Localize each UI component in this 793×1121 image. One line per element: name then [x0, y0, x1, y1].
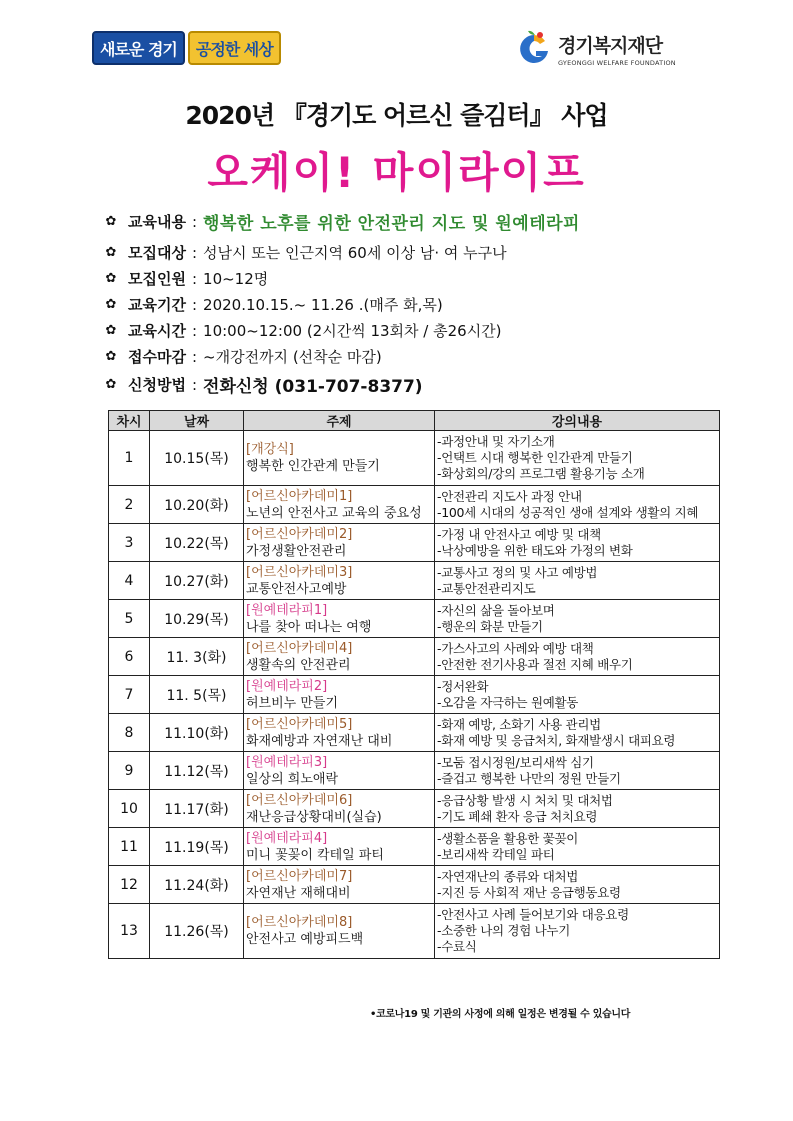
slogan-part-1: 새로운 경기: [92, 31, 185, 65]
info-separator: :: [191, 212, 198, 231]
page-title: 2020년 『경기도 어르신 즐김터』 사업: [185, 101, 608, 130]
content-line: -지진 등 사회적 재난 응급행동요령: [437, 884, 621, 900]
topic-title: 재난응급상황대비(실습): [246, 809, 382, 825]
content-line: -가정 내 안전사고 예방 및 대책: [437, 526, 601, 542]
session-content: [435, 600, 720, 638]
info-line: [104, 209, 580, 234]
content-line: -응급상황 발생 시 처치 및 대처법: [437, 792, 613, 808]
table-row: [109, 600, 720, 638]
content-line: -100세 시대의 성공적인 생애 설계와 생활의 지혜: [437, 504, 699, 520]
session-number: 13: [109, 904, 150, 959]
info-line: [104, 346, 382, 367]
topic-title: 나를 찾아 떠나는 여행: [246, 619, 372, 635]
topic-title: 노년의 안전사고 교육의 중요성: [246, 505, 422, 521]
session-content: [435, 524, 720, 562]
flower-bullet-icon: ✿: [105, 349, 117, 364]
topic-title: 행복한 인간관계 만들기: [246, 459, 380, 474]
table-row: [109, 752, 720, 790]
session-number: 10: [109, 790, 150, 828]
topic-tag: [어르신아카데미3]: [246, 564, 353, 580]
info-label: 모집대상: [128, 244, 186, 262]
info-separator: :: [191, 321, 198, 340]
info-label: 신청방법: [128, 376, 186, 394]
session-content: [435, 790, 720, 828]
header-date: 날짜: [150, 411, 244, 431]
content-line: -자연재난의 종류와 대처법: [437, 868, 579, 884]
session-date: 10.22(목): [150, 524, 244, 562]
foundation-name-ko: 경기복지재단: [558, 35, 663, 57]
content-line: -교통안전관리지도: [437, 580, 536, 596]
content-line: -안전한 전기사용과 절전 지혜 배우기: [437, 656, 633, 672]
topic-tag: [원예테라피2]: [246, 678, 328, 694]
slogan-part-2: 공정한 세상: [188, 31, 281, 65]
info-label: 접수마감: [128, 348, 186, 366]
flower-bullet-icon: ✿: [105, 377, 117, 392]
session-topic: [244, 790, 435, 828]
info-separator: :: [191, 347, 198, 366]
info-separator: :: [191, 269, 198, 288]
program-name: 오케이! 마이라이프: [207, 148, 586, 197]
session-number: 1: [109, 431, 150, 486]
content-line: -행운의 화분 만들기: [437, 618, 543, 634]
content-line: -화상회의/강의 프로그램 활용기능 소개: [437, 466, 645, 481]
session-date: 11. 5(목): [150, 676, 244, 714]
info-label: 교육기간: [128, 296, 186, 314]
session-number: 2: [109, 486, 150, 524]
table-row: [109, 866, 720, 904]
topic-tag: [원예테라피3]: [246, 754, 328, 770]
header-topic: 주제: [244, 411, 435, 431]
content-line: -정서완화: [437, 678, 489, 694]
session-topic: [244, 752, 435, 790]
topic-tag: [개강식]: [246, 442, 294, 457]
schedule-table: [108, 410, 720, 959]
topic-tag: [원예테라피1]: [246, 602, 328, 618]
session-content: [435, 904, 720, 959]
session-number: 4: [109, 562, 150, 600]
session-topic: [244, 866, 435, 904]
session-date: 10.29(목): [150, 600, 244, 638]
session-content: [435, 562, 720, 600]
session-topic: [244, 904, 435, 959]
topic-title: 일상의 희노애락: [246, 771, 339, 787]
flower-bullet-icon: ✿: [105, 214, 117, 229]
session-date: 10.20(화): [150, 486, 244, 524]
info-label: 교육내용: [128, 213, 186, 231]
info-label: 교육시간: [128, 322, 186, 340]
session-date: 11.10(화): [150, 714, 244, 752]
session-date: 11.26(목): [150, 904, 244, 959]
info-separator: :: [191, 375, 198, 394]
flower-bullet-icon: ✿: [105, 323, 117, 338]
topic-title: 생활속의 안전관리: [246, 657, 351, 673]
session-topic: [244, 828, 435, 866]
info-separator: :: [191, 243, 198, 262]
session-topic: [244, 676, 435, 714]
info-value: 10:00~12:00 (2시간씩 13회차 / 총26시간): [203, 322, 502, 340]
session-content: [435, 431, 720, 486]
topic-tag: [어르신아카데미2]: [246, 526, 353, 542]
info-separator: :: [191, 295, 198, 314]
session-topic: [244, 600, 435, 638]
table-row: [109, 486, 720, 524]
session-content: [435, 638, 720, 676]
info-line: [104, 294, 443, 315]
info-line: [104, 268, 268, 289]
session-number: 3: [109, 524, 150, 562]
content-line: -소중한 나의 경험 나누기: [437, 923, 570, 938]
content-line: -언택트 시대 행복한 인간관계 만들기: [437, 450, 633, 465]
content-line: -보리새싹 칵테일 파티: [437, 846, 555, 862]
content-line: -생활소품을 활용한 꽃꽂이: [437, 830, 579, 846]
foundation-logo-mark-icon: [514, 29, 554, 69]
session-content: [435, 676, 720, 714]
table-row: [109, 904, 720, 959]
topic-title: 안전사고 예방피드백: [246, 932, 364, 947]
session-content: [435, 486, 720, 524]
table-row: [109, 714, 720, 752]
content-line: -자신의 삶을 돌아보며: [437, 602, 555, 618]
topic-tag: [어르신아카데미8]: [246, 915, 353, 930]
session-date: 11. 3(화): [150, 638, 244, 676]
content-line: -안전관리 지도사 과정 안내: [437, 488, 582, 504]
session-date: 10.27(화): [150, 562, 244, 600]
session-topic: [244, 638, 435, 676]
table-row: [109, 431, 720, 486]
session-number: 8: [109, 714, 150, 752]
content-line: -모둠 접시정원/보리새싹 심기: [437, 754, 594, 770]
info-line: [104, 242, 507, 263]
topic-tag: [원예테라피4]: [246, 830, 328, 846]
info-line: [104, 372, 423, 397]
content-line: -과정안내 및 자기소개: [437, 434, 555, 449]
table-header-row: [109, 411, 720, 431]
session-number: 5: [109, 600, 150, 638]
topic-tag: [어르신아카데미7]: [246, 868, 353, 884]
flower-bullet-icon: ✿: [105, 297, 117, 312]
info-value: 행복한 노후를 위한 안전관리 지도 및 원예테라피: [203, 214, 580, 234]
info-value: 성남시 또는 인근지역 60세 이상 남· 여 누구나: [203, 244, 507, 262]
table-row: [109, 638, 720, 676]
topic-title: 가정생활안전관리: [246, 543, 347, 559]
session-date: 11.19(목): [150, 828, 244, 866]
foundation-logo: [514, 26, 676, 72]
session-number: 7: [109, 676, 150, 714]
content-line: -낙상예방을 위한 태도와 가정의 변화: [437, 542, 633, 558]
topic-title: 미니 꽃꽂이 칵테일 파티: [246, 847, 384, 863]
session-number: 9: [109, 752, 150, 790]
content-line: -교통사고 정의 및 사고 예방법: [437, 564, 598, 580]
content-line: -안전사고 사례 들어보기와 대응요령: [437, 907, 629, 922]
header-session: 차시: [109, 411, 150, 431]
gyeonggi-slogan-logo: [92, 32, 281, 64]
session-date: 11.17(화): [150, 790, 244, 828]
session-content: [435, 714, 720, 752]
session-topic: [244, 524, 435, 562]
table-row: [109, 828, 720, 866]
topic-tag: [어르신아카데미6]: [246, 792, 353, 808]
session-content: [435, 866, 720, 904]
info-value: ~개강전까지 (선착순 마감): [203, 348, 382, 366]
info-value: 10~12명: [203, 270, 269, 288]
topic-title: 교통안전사고예방: [246, 581, 347, 597]
session-date: 11.12(목): [150, 752, 244, 790]
content-line: -화재 예방, 소화기 사용 관리법: [437, 716, 601, 732]
topic-title: 화재예방과 자연재난 대비: [246, 733, 393, 749]
session-number: 11: [109, 828, 150, 866]
info-value: 2020.10.15.~ 11.26 .(매주 화,목): [203, 296, 443, 314]
flower-bullet-icon: ✿: [105, 245, 117, 260]
topic-tag: [어르신아카데미5]: [246, 716, 353, 732]
session-topic: [244, 431, 435, 486]
topic-title: 허브비누 만들기: [246, 695, 339, 711]
topic-tag: [어르신아카데미4]: [246, 640, 353, 656]
table-row: [109, 524, 720, 562]
topic-title: 자연재난 재해대비: [246, 885, 351, 901]
info-line: [104, 320, 502, 341]
content-line: -기도 폐쇄 환자 응급 처치요령: [437, 808, 598, 824]
content-line: -오감을 자극하는 원예활동: [437, 694, 579, 710]
session-number: 12: [109, 866, 150, 904]
content-line: -수료식: [437, 939, 477, 954]
session-date: 11.24(화): [150, 866, 244, 904]
table-row: [109, 790, 720, 828]
footnote: •코로나19 및 기관의 사정에 의해 일정은 변경될 수 있습니다: [370, 1009, 631, 1020]
info-label: 모집인원: [128, 270, 186, 288]
content-line: -가스사고의 사례와 예방 대책: [437, 640, 594, 656]
session-date: 10.15(목): [150, 431, 244, 486]
content-line: -즐겁고 행복한 나만의 정원 만들기: [437, 770, 621, 786]
session-number: 6: [109, 638, 150, 676]
flower-bullet-icon: ✿: [105, 271, 117, 286]
session-topic: [244, 714, 435, 752]
header-content: 강의내용: [435, 411, 720, 431]
topic-tag: [어르신아카데미1]: [246, 488, 353, 504]
session-content: [435, 752, 720, 790]
content-line: -화재 예방 및 응급처치, 화재발생시 대피요령: [437, 732, 676, 748]
session-topic: [244, 562, 435, 600]
table-row: [109, 676, 720, 714]
session-content: [435, 828, 720, 866]
info-value: 전화신청 (031-707-8377): [203, 377, 423, 397]
table-row: [109, 562, 720, 600]
foundation-name-en: GYEONGGI WELFARE FOUNDATION: [558, 59, 676, 67]
session-topic: [244, 486, 435, 524]
